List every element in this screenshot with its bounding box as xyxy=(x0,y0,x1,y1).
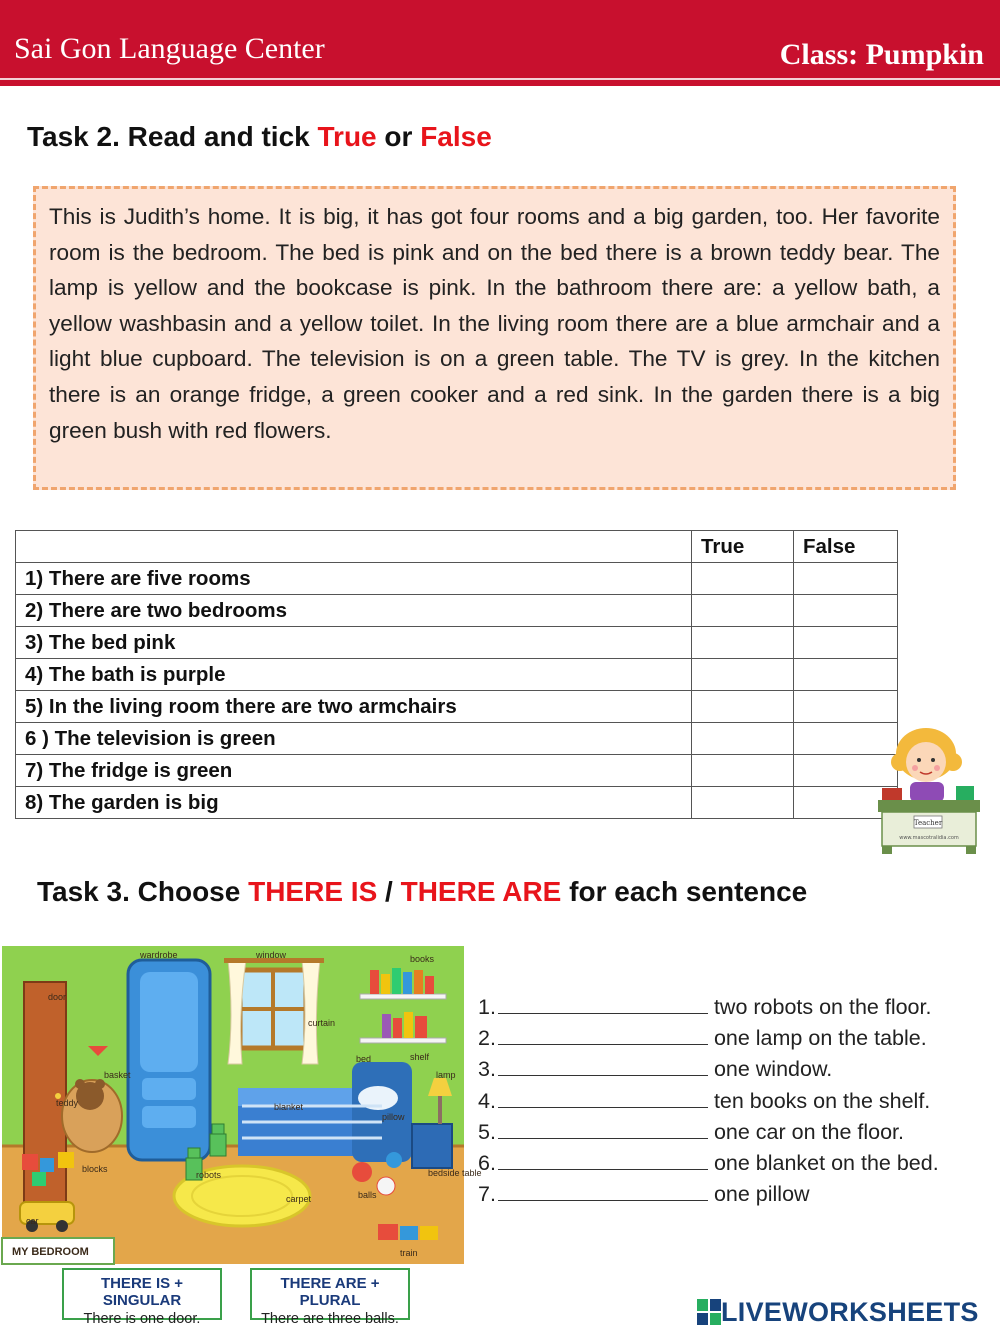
rule-plural-title: THERE ARE + PLURAL xyxy=(280,1275,380,1309)
sentence-number: 6. xyxy=(478,1150,496,1175)
true-cell-5[interactable] xyxy=(692,691,794,723)
task3-title-there-is: THERE IS xyxy=(248,876,378,907)
sentence-text: two robots on the floor. xyxy=(713,995,932,1019)
sentence-7 xyxy=(478,1181,998,1212)
statement-header xyxy=(16,531,692,563)
reading-passage xyxy=(33,186,956,490)
sentence-5 xyxy=(478,1119,998,1150)
header-bar xyxy=(0,0,1000,86)
statement-8: 8) The garden is big xyxy=(16,787,692,819)
table-row xyxy=(16,691,898,723)
answer-blank-3[interactable] xyxy=(498,1056,708,1076)
label-blanket: blanket xyxy=(274,1102,304,1112)
rule-box-plural xyxy=(250,1268,410,1327)
statement-2: 2) There are two bedrooms xyxy=(16,595,692,627)
sentence-number: 4. xyxy=(478,1088,496,1113)
statement-1: 1) There are five rooms xyxy=(16,563,692,595)
true-cell-1[interactable] xyxy=(692,563,794,595)
true-cell-4[interactable] xyxy=(692,659,794,691)
answer-blank-7[interactable] xyxy=(498,1181,708,1201)
label-train: train xyxy=(400,1248,418,1258)
label-bedside-table: bedside table xyxy=(428,1168,482,1178)
label-basket: basket xyxy=(104,1070,131,1080)
sentence-list xyxy=(478,994,998,1212)
bedside-table xyxy=(412,1124,452,1168)
table-row xyxy=(16,627,898,659)
header-divider xyxy=(0,78,1000,80)
label-balls: balls xyxy=(358,1190,377,1200)
true-cell-7[interactable] xyxy=(692,755,794,787)
answer-blank-6[interactable] xyxy=(498,1150,708,1170)
liveworksheets-logo xyxy=(697,1296,979,1328)
label-curtain: curtain xyxy=(308,1018,336,1028)
passage-text: This is Judith’s home. It is big, it has got four rooms and a big garden, too. Her favorite room is the bedroom. The bed is pink and on the bed there is a brown teddy bear. The lamp is yellow and the bookcase is pink. In the bathroom there are: a yellow bath, a yellow washbasin and a yellow toilet. In the living room there are a blue armchair and a light blue cupboard. The television is on a green table. The TV is grey. In the kitchen there is an orange fridge, a green cooker and a red sink. In the garden there is a big green bush with red flowers. xyxy=(49,204,940,443)
center-name: Sai Gon Language Center xyxy=(14,32,325,65)
label-car: car xyxy=(26,1216,39,1226)
statement-3: 3) The bed pink xyxy=(16,627,692,659)
table-row xyxy=(16,563,898,595)
picture-caption: MY BEDROOM xyxy=(12,1246,89,1258)
table-row xyxy=(16,755,898,787)
sentence-6 xyxy=(478,1150,998,1181)
sentence-4 xyxy=(478,1088,998,1119)
label-teddy: teddy xyxy=(56,1098,79,1108)
label-blocks: blocks xyxy=(82,1164,108,1174)
false-cell-4[interactable] xyxy=(794,659,898,691)
task2-title-prefix: Task 2. Read and tick xyxy=(27,121,318,152)
rule-singular-example: There is one door. xyxy=(83,1311,201,1327)
true-cell-6[interactable] xyxy=(692,723,794,755)
table-row xyxy=(16,723,898,755)
logo-text: LIVEWORKSHEETS xyxy=(721,1296,979,1327)
label-bed: bed xyxy=(356,1054,372,1064)
teacher-desk xyxy=(878,800,980,812)
statement-5: 5) In the living room there are two armchairs xyxy=(16,691,692,723)
answer-blank-2[interactable] xyxy=(498,1025,708,1045)
sentence-text: one lamp on the table. xyxy=(713,1026,927,1051)
false-cell-5[interactable] xyxy=(794,691,898,723)
rule-box-singular xyxy=(62,1268,222,1327)
task3-title xyxy=(37,876,807,908)
sentence-text: one car on the floor. xyxy=(713,1119,904,1144)
label-door: door xyxy=(48,992,67,1002)
teacher-clipart xyxy=(876,722,984,856)
teacher-face xyxy=(906,742,946,782)
teacher-sign: Teacher xyxy=(913,819,943,827)
table-row xyxy=(16,659,898,691)
teacher-body xyxy=(910,782,944,802)
task2-title-or: or xyxy=(376,121,421,152)
sentence-number: 3. xyxy=(478,1057,496,1082)
task3-title-suffix: for each sentence xyxy=(561,876,808,907)
true-cell-8[interactable] xyxy=(692,787,794,819)
task2-title xyxy=(27,121,492,153)
true-header: True xyxy=(692,531,794,563)
sentence-text: one blanket on the bed. xyxy=(713,1150,939,1175)
label-books: books xyxy=(410,954,435,964)
table-header-row xyxy=(16,531,898,563)
sentence-number: 2. xyxy=(478,1026,496,1051)
label-shelf: shelf xyxy=(410,1052,430,1062)
label-lamp: lamp xyxy=(436,1070,456,1080)
sentence-text: ten books on the shelf. xyxy=(713,1088,931,1113)
table-row xyxy=(16,787,898,819)
sentence-text: one window. xyxy=(713,1057,833,1082)
statement-4: 4) The bath is purple xyxy=(16,659,692,691)
table-row xyxy=(16,595,898,627)
statement-6: 6 ) The television is green xyxy=(16,723,692,755)
sentence-1 xyxy=(478,994,998,1025)
sentence-number: 7. xyxy=(478,1182,496,1207)
rule-plural-example: There are three balls. xyxy=(261,1311,399,1327)
answer-blank-5[interactable] xyxy=(498,1119,708,1139)
task3-title-slash: / xyxy=(377,876,401,907)
label-window: window xyxy=(256,950,287,960)
false-cell-1[interactable] xyxy=(794,563,898,595)
sentence-number: 5. xyxy=(478,1119,496,1144)
true-cell-3[interactable] xyxy=(692,627,794,659)
answer-blank-1[interactable] xyxy=(498,994,708,1014)
liveworksheets-logo-icon xyxy=(697,1299,721,1325)
rule-singular-title: THERE IS + SINGULAR xyxy=(100,1275,184,1309)
answer-blank-4[interactable] xyxy=(498,1088,708,1108)
sentence-text: one pillow xyxy=(713,1182,810,1207)
sentence-3 xyxy=(478,1056,998,1087)
class-label: Class: Pumpkin xyxy=(779,38,984,71)
statement-7: 7) The fridge is green xyxy=(16,755,692,787)
sentence-number: 1. xyxy=(478,995,496,1019)
task2-title-true: True xyxy=(317,121,377,152)
label-carpet: carpet xyxy=(286,1194,312,1204)
label-robots: robots xyxy=(196,1170,222,1180)
false-cell-2[interactable] xyxy=(794,595,898,627)
teacher-credit: www.mascotralidia.com xyxy=(899,835,959,841)
task3-title-prefix: Task 3. Choose xyxy=(37,876,249,907)
true-cell-2[interactable] xyxy=(692,595,794,627)
task3-title-there-are: THERE ARE xyxy=(400,876,562,907)
label-wardrobe: wardrobe xyxy=(140,950,178,960)
false-header: False xyxy=(794,531,898,563)
bedroom-picture xyxy=(2,946,482,1264)
task2-title-false: False xyxy=(420,121,492,152)
sentence-2 xyxy=(478,1025,998,1056)
true-false-table xyxy=(15,530,898,819)
label-pillow: pillow xyxy=(382,1112,405,1122)
false-cell-3[interactable] xyxy=(794,627,898,659)
